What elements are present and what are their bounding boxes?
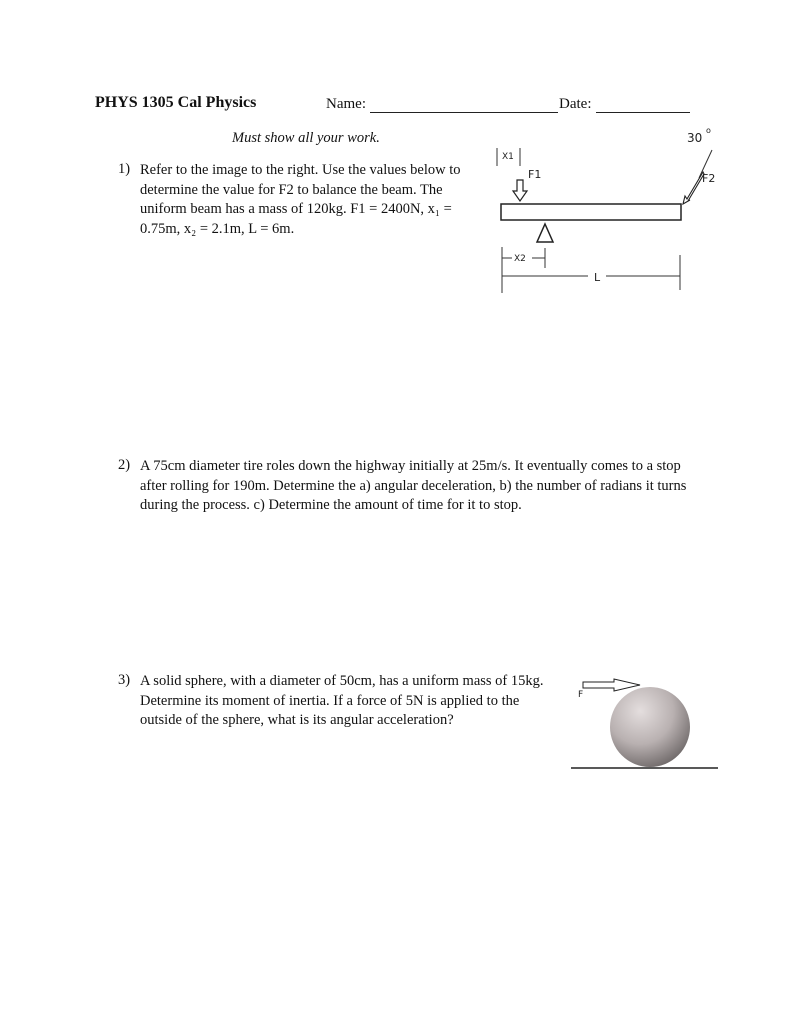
course-title: PHYS 1305 Cal Physics <box>95 94 257 111</box>
beam-diagram <box>490 125 730 295</box>
angle-label: 30 <box>687 131 703 145</box>
f1-arrow-icon <box>513 180 527 201</box>
instructions: Must show all your work. <box>232 130 380 146</box>
l-label: L <box>594 271 601 284</box>
question-3-number: 3) <box>118 672 131 688</box>
sphere-diagram <box>565 670 725 780</box>
force-arrow-icon <box>583 679 640 691</box>
name-blank-line <box>370 112 558 113</box>
question-1-number: 1) <box>118 161 131 177</box>
force-f-label: F <box>578 690 584 700</box>
degree-symbol: o <box>706 126 711 135</box>
f2-label: F2 <box>702 172 716 185</box>
solid-sphere <box>610 687 690 767</box>
question-2-number: 2) <box>118 457 131 473</box>
date-label: Date: <box>559 96 592 112</box>
question-2-text: A 75cm diameter tire roles down the highway initially at 25m/s. It eventually comes to a stop after rolling for 190m. Determine the a) angular deceleration, b) the number of radians it turns during the process. c) Determine the amount of time for it to stop. <box>140 458 687 513</box>
f1-label: F1 <box>528 168 542 181</box>
x2-label: X2 <box>514 254 526 264</box>
name-label: Name: <box>326 96 366 112</box>
question-1-text: Refer to the image to the right. Use the values below to determine the value for F2 to balance the beam. The uniform beam has a mass of 120kg. F1 = 2400N, x₁ = 0.75m, x₂ = 2.1m, L = 6m. <box>140 162 461 237</box>
question-3-text: A solid sphere, with a diameter of 50cm, has a uniform mass of 15kg. Determine its moment of inertia. If a force of 5N is applied to the outside of the sphere, what is its angular acceleration? <box>140 673 544 728</box>
date-blank-line <box>596 112 690 113</box>
fulcrum-icon <box>537 224 553 242</box>
f2-arrow-icon <box>683 172 704 204</box>
beam <box>501 204 681 220</box>
x1-label: X1 <box>502 152 514 162</box>
